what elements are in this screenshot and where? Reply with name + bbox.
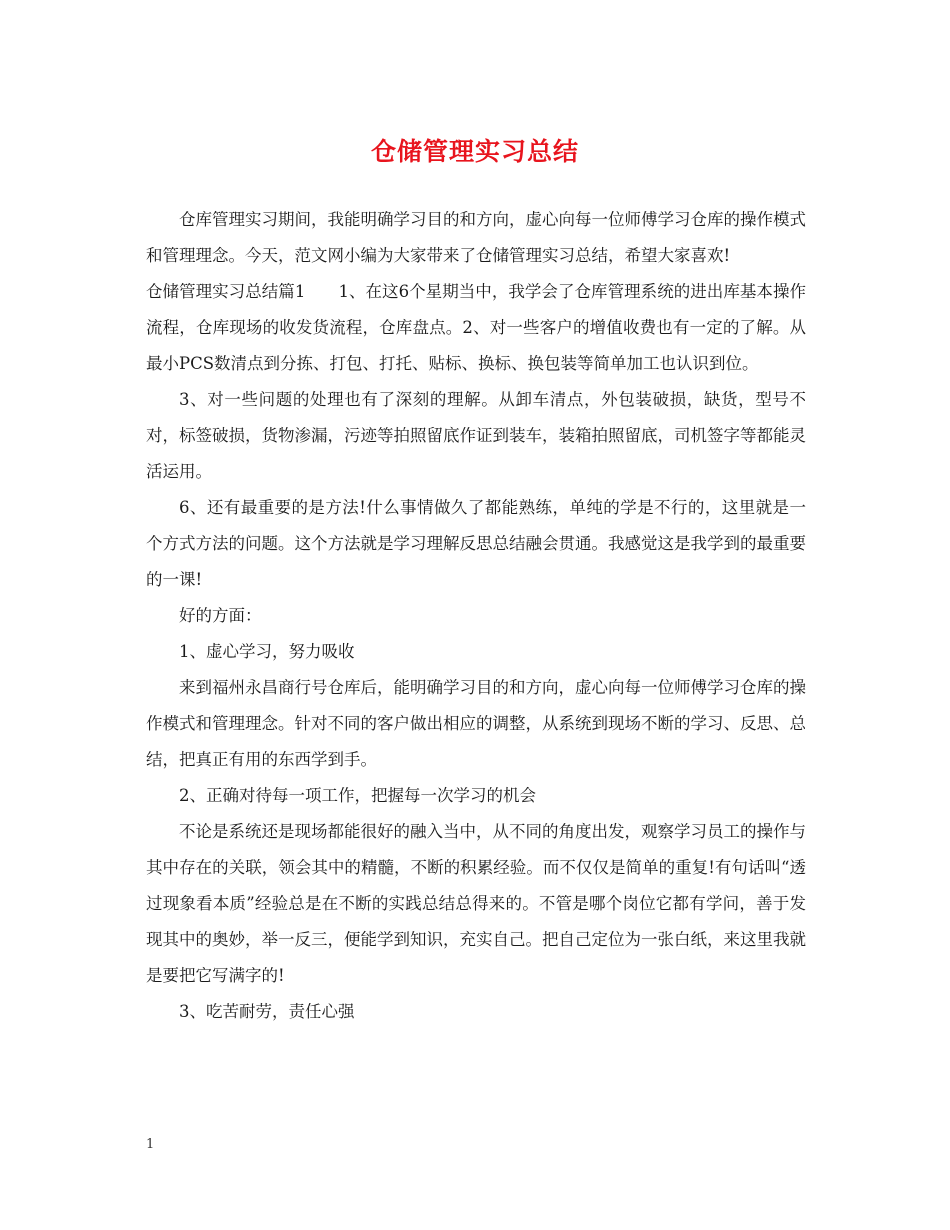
- paragraph-section-1: 仓储管理实习总结篇1 1、在这6个星期当中，我学会了仓库管理系统的进出库基本操作流程，仓库现场的收发货流程，仓库盘点。2、对一些客户的增值收费也有一定的了解。从最小PCS数清点到分拣、打包、打托、贴标、换标、换包装等简单加工也认识到位。: [146, 282, 806, 373]
- paragraph-item-6: 6、还有最重要的是方法!什么事情做久了都能熟练，单纯的学是不行的，这里就是一个方式方法的问题。这个方法就是学习理解反思总结融会贯通。我感觉这是我学到的最重要的一课!: [146, 498, 806, 589]
- paragraph-point-3-heading: 3、吃苦耐劳，责任心强: [179, 1002, 355, 1021]
- paragraph-point-2-body: 不论是系统还是现场都能很好的融入当中，从不同的角度出发，观察学习员工的操作与其中存在的关联，领会其中的精髓，不断的积累经验。而不仅仅是简单的重复!有句话叫“透过现象看本质”经验总是在不断的实践总结总得来的。不管是哪个岗位它都有学问，善于发现其中的奥妙，举一反三，便能学到知识，充实自己。把自己定位为一张白纸，来这里我就是要把它写满字的!: [146, 822, 806, 985]
- page-number: 1: [146, 1137, 155, 1152]
- paragraph-item-3: 3、对一些问题的处理也有了深刻的理解。从卸车清点，外包装破损，缺货，型号不对，标签破损，货物渗漏，污迹等拍照留底作证到装车，装箱拍照留底，司机签字等都能灵活运用。: [146, 390, 806, 481]
- paragraph-intro: 仓库管理实习期间，我能明确学习目的和方向，虚心向每一位师傅学习仓库的操作模式和管理理念。今天，范文网小编为大家带来了仓储管理实习总结，希望大家喜欢!: [146, 210, 806, 265]
- paragraph-good-aspects-heading: 好的方面：: [179, 606, 262, 625]
- document-body: [146, 202, 806, 1030]
- paragraph-point-1-heading: 1、虚心学习，努力吸收: [179, 642, 355, 661]
- paragraph-point-1-body: 来到福州永昌商行号仓库后，能明确学习目的和方向，虚心向每一位师傅学习仓库的操作模式和管理理念。针对不同的客户做出相应的调整，从系统到现场不断的学习、反思、总结，把真正有用的东西学到手。: [146, 678, 806, 769]
- document-title: 仓储管理实习总结: [370, 137, 579, 166]
- paragraph-point-2-heading: 2、正确对待每一项工作，把握每一次学习的机会: [179, 786, 536, 805]
